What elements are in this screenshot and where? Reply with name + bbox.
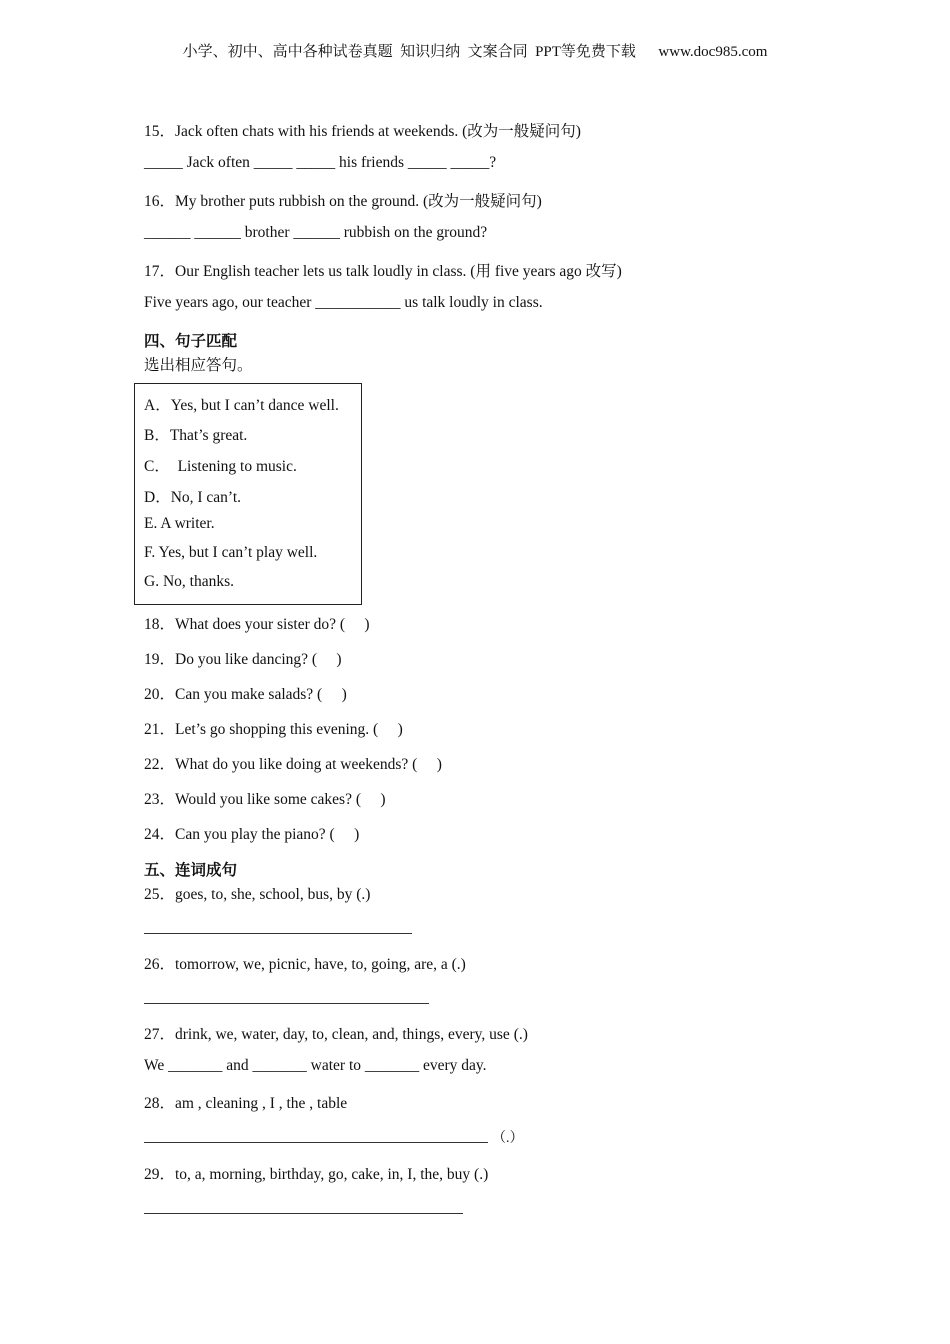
question-27: 27．drink, we, water, day, to, clean, and, things, every, use (.)	[144, 1026, 528, 1043]
question-16: 16．My brother puts rubbish on the ground. (改为一般疑问句)	[144, 193, 542, 210]
option-g: G. No, thanks.	[144, 573, 234, 590]
question-18: 18．What does your sister do? ( )	[144, 616, 370, 633]
question-19: 19．Do you like dancing? ( )	[144, 651, 342, 668]
section-5-title: 五、连词成句	[144, 862, 238, 879]
page-header: 小学、初中、高中各种试卷真题 知识归纳 文案合同 PPT等免费下载 www.doc985.com	[182, 44, 768, 60]
option-d: D．No, I can’t.	[144, 489, 241, 506]
option-e: E. A writer.	[144, 515, 215, 532]
question-27-answer: We _______ and _______ water to _______ every day.	[144, 1057, 487, 1074]
question-26: 26．tomorrow, we, picnic, have, to, going, are, a (.)	[144, 956, 466, 973]
section-4-instruction: 选出相应答句。	[144, 357, 253, 374]
option-a: A．Yes, but I can’t dance well.	[144, 397, 339, 414]
answer-line-25	[144, 933, 412, 934]
option-f: F. Yes, but I can’t play well.	[144, 544, 318, 561]
question-23: 23．Would you like some cakes? ( )	[144, 791, 386, 808]
question-25: 25．goes, to, she, school, bus, by (.)	[144, 886, 371, 903]
question-28-suffix: （.）	[492, 1131, 524, 1146]
answer-options-box	[134, 383, 362, 605]
option-b: B．That’s great.	[144, 427, 248, 444]
question-29: 29．to, a, morning, birthday, go, cake, in, I, the, buy (.)	[144, 1166, 489, 1183]
question-17-answer: Five years ago, our teacher ___________ us talk loudly in class.	[144, 294, 543, 311]
question-21: 21．Let’s go shopping this evening. ( )	[144, 721, 403, 738]
answer-line-26	[144, 1003, 429, 1004]
question-20: 20．Can you make salads? ( )	[144, 686, 347, 703]
question-15: 15．Jack often chats with his friends at weekends. (改为一般疑问句)	[144, 123, 581, 140]
answer-line-28	[144, 1142, 488, 1143]
section-4-title: 四、句子匹配	[144, 333, 238, 350]
question-16-answer: ______ ______ brother ______ rubbish on the ground?	[144, 224, 488, 241]
question-24: 24．Can you play the piano? ( )	[144, 826, 360, 843]
question-15-answer: _____ Jack often _____ _____ his friends _____ _____?	[144, 154, 497, 171]
answer-line-29	[144, 1213, 463, 1214]
option-c: C． Listening to music.	[144, 458, 297, 475]
question-22: 22．What do you like doing at weekends? ( )	[144, 756, 442, 773]
question-17: 17．Our English teacher lets us talk loudly in class. (用 five years ago 改写)	[144, 263, 622, 280]
question-28: 28．am , cleaning , I , the , table	[144, 1095, 348, 1112]
